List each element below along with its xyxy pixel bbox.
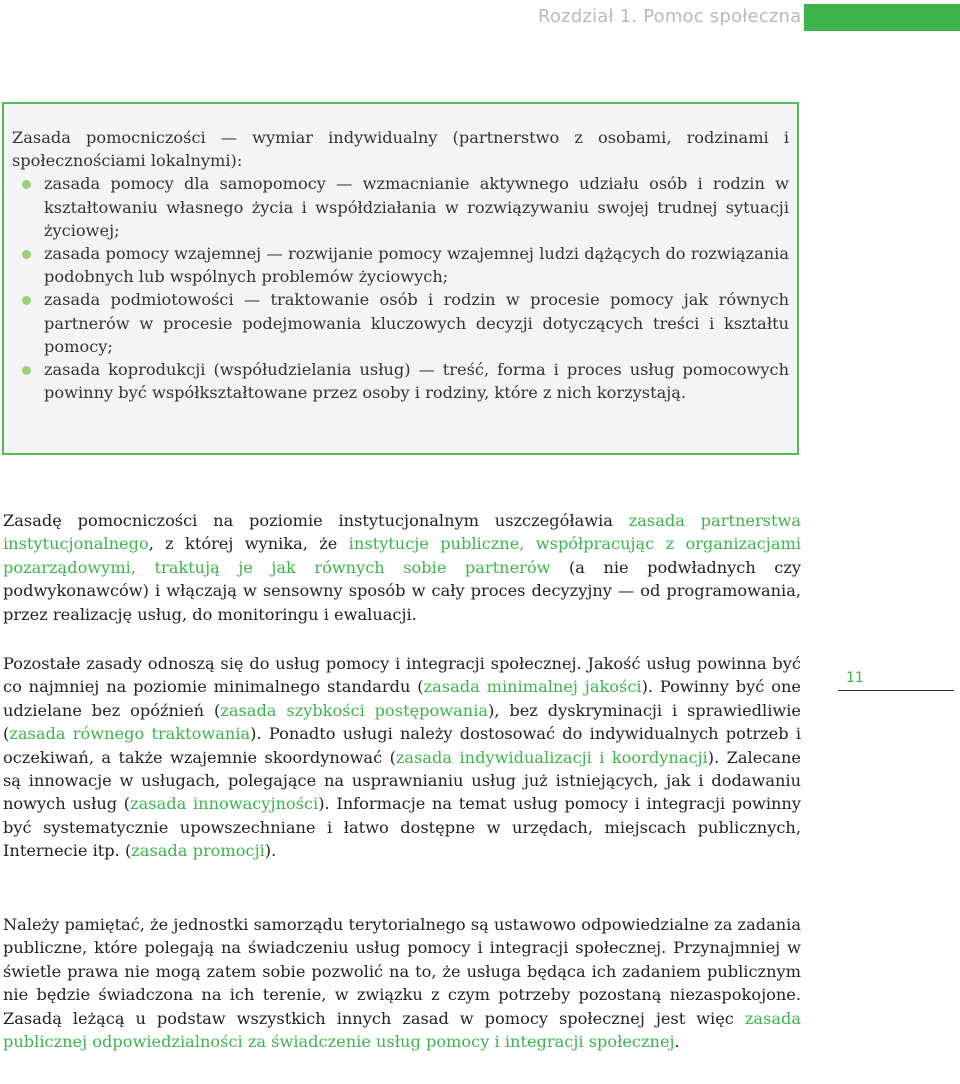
text-run: Pozostałe zasady odnoszą się do usług pomocy i integracji społecznej. Jakość usług powinna być co najmniej na poziomie minimalnego standardu ( [3,654,801,697]
paragraph-institutional [3,509,801,626]
text-run: ), bez dyskryminacji i sprawiedliwie ( [3,700,802,744]
list-item-text: zasada koprodukcji (współudzielania usług) — treść, forma i proces usług pomocowych powinny być współkształtowane przez osoby i rodziny, które z nich korzystają. [44,360,789,403]
bullet-icon [22,296,31,305]
highlighted-term: zasada promocji [131,841,265,861]
highlighted-term: instytucje publiczne, współpracując z organizacjami pozarządowymi, traktują je jak równych sobie partnerów [3,534,801,577]
list-item [12,242,789,288]
text-run: Należy pamiętać, że jednostki samorządu terytorialnego są ustawowo odpowiedzialne za zadania publiczne, które polegają na świadczeniu usług pomocy i integracji społecznej. Przynajmniej w świetle prawa nie mogą zatem sobie pozwolić na to, że usługa będąca ich zadaniem publicznym nie będzie świadczona na ich terenie, w związku z czym potrzeby pozostaną niezaspokojone. Zasadą leżącą u podstaw wszystkich innych zasad w pomocy społecznej jest więc [3,915,801,1028]
highlighted-term: zasada szybkości postępowania [220,700,489,720]
highlighted-term: zasada innowacyjności [130,794,319,814]
paragraph-public-responsibility [3,913,801,1053]
text-run: ). Zalecane są innowacje w usługach, polegające na usprawnianiu usług już istniejących, jak i dodawaniu nowych usług ( [3,747,802,814]
text-run: ). [264,841,277,861]
highlighted-term: zasada minimalnej jakości [423,677,642,697]
list-item-text: zasada pomocy wzajemnej — rozwijanie pomocy wzajemnej ludzi dążących do rozwiązania podobnych lub wspólnych problemów życiowych; [44,244,789,287]
text-run: ). Powinny być one udzielane bez opóźnień ( [3,677,801,720]
text-run: ). Ponadto usługi należy dostosować do indywidualnych potrzeb i oczekiwań, a także wzajemnie skoordynować ( [3,724,801,767]
list-item-text: zasada pomocy dla samopomocy — wzmacnianie aktywnego udziału osób i rodzin w kształtowaniu własnego życia i współdziałania w rozwiązywaniu swojej trudnej sytuacji życiowej; [44,174,789,240]
paragraph-service-principles [3,652,801,863]
text-run: ). Informacje na temat usług pomocy i integracji powinny być systematycznie upowszechniane i łatwo dostępne w urzędach, miejscach publicznych, Internecie itp. ( [3,794,801,861]
list-item [12,288,789,358]
text-run: (a nie podwładnych czy podwykonawców) i włączają w sensowny sposób w cały proces decyzyjny — od programowania, przez realizację usług, do monitoringu i ewaluacji. [3,557,802,624]
text-run: . [674,1032,680,1052]
box-intro: Zasada pomocniczości — wymiar indywidualny (partnerstwo z osobami, rodzinami i społecznościami lokalnymi): [12,128,789,171]
page-number: 11 [838,670,954,691]
list-item [12,172,789,242]
text-run: , z której wynika, że [148,534,349,554]
highlighted-term: zasada publicznej odpowiedzialności za świadczenie usług pomocy i integracji społecznej [3,1008,801,1052]
highlighted-term: zasada indywidualizacji i koordynacji [395,747,708,767]
highlighted-term: zasada partnerstwa instytucjonalnego [3,511,802,554]
bullet-icon [22,366,31,375]
text-run: Zasadę pomocniczości na poziomie instytucjonalnym uszczegóławia [3,511,629,530]
highlighted-term: zasada równego traktowania [9,724,251,744]
principle-box [2,102,799,455]
list-item [12,358,789,404]
header-accent-bar [804,4,960,31]
bullet-icon [22,180,31,189]
list-item-text: zasada podmiotowości — traktowanie osób i rodzin w procesie pomocy jak równych partnerów w procesie podejmowania kluczowych decyzji dotyczących treści i kształtu pomocy; [44,290,789,356]
chapter-title: Rozdział 1. Pomoc społeczna [538,6,802,27]
bullet-icon [22,250,31,259]
principle-list [12,172,789,404]
